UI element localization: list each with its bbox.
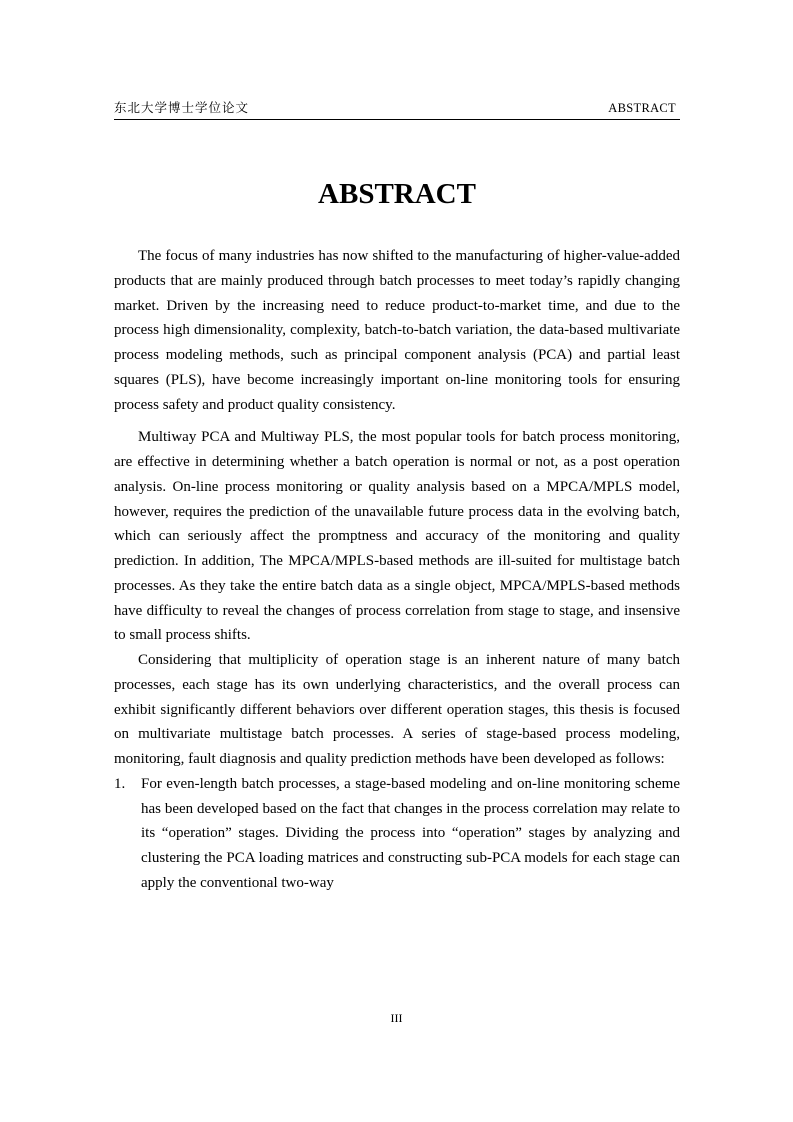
contribution-list xyxy=(114,772,680,896)
abstract-body xyxy=(114,244,680,896)
running-header xyxy=(114,99,680,120)
list-item-text: For even-length batch processes, a stage-based modeling and on-line monitoring scheme has been developed based on the fact that changes in the process correlation may relate to its “operation” stages. Dividing the process into “operation” stages by analyzing and clustering the PCA loading matrices and constructing sub-PCA models for each stage can apply the conventional two-way xyxy=(141,775,680,891)
paragraph-2: Multiway PCA and Multiway PLS, the most popular tools for batch process monitoring, are effective in determining whether a batch operation is normal or not, as a post operation analysis. On-line process monitoring or quality analysis based on a MPCA/MPLS model, however, requires the prediction of the unavailable future process data in the evolving batch, which can seriously affect the promptness and accuracy of the monitoring and quality prediction. In addition, The MPCA/MPLS-based methods are ill-suited for multistage batch processes. As they take the entire batch data as a single object, MPCA/MPLS-based methods have difficulty to reveal the changes of process correlation from stage to stage, and insensive to small process shifts. xyxy=(114,429,680,644)
paragraph-1: The focus of many industries has now shifted to the manufacturing of higher-value-added products that are mainly produced through batch processes to meet today’s rapidly changing market. Driven by the increasing need to reduce product-to-market time, and due to the process high dimensionality, complexity, batch-to-batch variation, the data-based multivariate process modeling methods, such as principal component analysis (PCA) and partial least squares (PLS), have become increasingly important on-line monitoring tools for ensuring process safety and product quality consistency. xyxy=(114,248,680,413)
paragraph-3: Considering that multiplicity of operation stage is an inherent nature of many batch processes, each stage has its own underlying characteristics, and the overall process can exhibit significantly different behaviors over different operation stages, this thesis is focused on multivariate multistage batch processes. A series of stage-based process modeling, monitoring, fault diagnosis and quality prediction methods have been developed as follows: xyxy=(114,652,680,767)
header-section-name: ABSTRACT xyxy=(608,101,676,115)
list-item-number: 1. xyxy=(114,775,126,792)
page-title: ABSTRACT xyxy=(318,178,476,210)
page-number: III xyxy=(390,1011,403,1025)
list-item xyxy=(114,772,680,896)
header-thesis-title: 东北大学博士学位论文 xyxy=(114,101,250,115)
